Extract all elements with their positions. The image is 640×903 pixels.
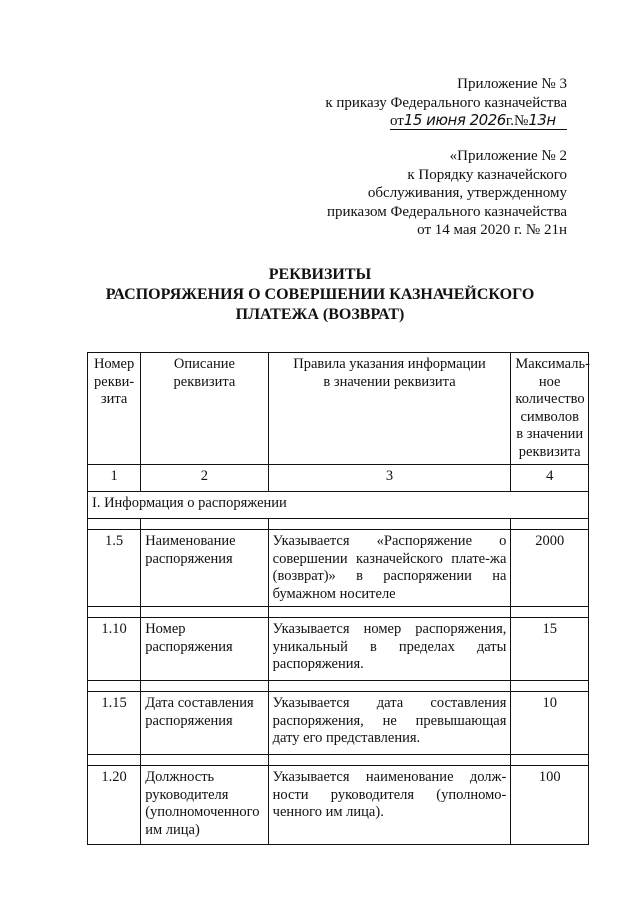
appendix-2-line1: «Приложение № 2 xyxy=(449,148,567,164)
spacer-row xyxy=(88,607,589,618)
appendix-3-line2: к приказу Федерального казначейства xyxy=(325,94,567,111)
appendix-3-line3 xyxy=(325,112,567,131)
appendix-2-line3: обслуживания, утвержденному xyxy=(367,185,567,201)
handwritten-date: 15 июня 2026 xyxy=(403,111,506,129)
requisite-description: Номер распоряжения xyxy=(141,618,268,681)
spacer-row xyxy=(88,519,589,530)
spacer-row xyxy=(88,755,589,766)
table-header-row xyxy=(88,353,589,465)
table-row xyxy=(88,618,589,681)
table-row xyxy=(88,530,589,607)
table-row xyxy=(88,692,589,755)
requisite-description: Должность руководителя (уполномоченного им лица) xyxy=(141,766,268,845)
requisite-rule: Указывается «Распоряжение о совершении казначейского плате-жа (возврат)» в распоряжении на бумажном носителе xyxy=(268,530,511,607)
spacer-row xyxy=(88,681,589,692)
appendix-3-line1: Приложение № 3 xyxy=(457,76,567,92)
requisite-rule: Указывается номер распоряжения, уникальный в пределах даты распоряжения. xyxy=(268,618,511,681)
section-row xyxy=(88,492,589,519)
requisite-max-chars: 2000 xyxy=(511,530,589,607)
column-number-row xyxy=(88,465,589,492)
requisite-number: 1.20 xyxy=(88,766,141,845)
header-max-chars: Максималь- ное количество символов в значении реквизита xyxy=(511,353,589,465)
title-line3: ПЛАТЕЖА (ВОЗВРАТ) xyxy=(235,306,405,323)
order-date-prefix: от xyxy=(389,113,404,129)
requisite-number: 1.15 xyxy=(88,692,141,755)
column-number: 1 xyxy=(88,465,141,492)
column-number: 3 xyxy=(268,465,511,492)
appendix-2-line4: приказом Федерального казначейства xyxy=(326,203,567,220)
column-number: 2 xyxy=(141,465,268,492)
header-description: Описание реквизита xyxy=(141,353,268,465)
requisite-max-chars: 10 xyxy=(511,692,589,755)
requisites-table xyxy=(87,352,589,845)
title-line1: РЕКВИЗИТЫ xyxy=(268,266,372,283)
requisite-max-chars: 15 xyxy=(511,618,589,681)
header-number: Номер рекви- зита xyxy=(88,353,141,465)
appendix-2-header xyxy=(327,147,567,240)
requisite-description: Дата составления распоряжения xyxy=(141,692,268,755)
table-row xyxy=(88,766,589,845)
requisite-rule: Указывается наименование долж-ности руководителя (уполномо-ченного им лица). xyxy=(268,766,511,845)
column-number: 4 xyxy=(511,465,589,492)
order-date-line xyxy=(390,112,567,130)
requisite-number: 1.5 xyxy=(88,530,141,607)
appendix-3-header xyxy=(325,75,567,131)
appendix-2-line5: от 14 мая 2020 г. № 21н xyxy=(417,222,567,238)
document-title xyxy=(0,265,640,325)
requisite-number: 1.10 xyxy=(88,618,141,681)
order-number-prefix: г.№ xyxy=(505,113,529,129)
requisite-rule: Указывается дата составления распоряжения, не превышающая дату его представления. xyxy=(268,692,511,755)
requisite-description: Наименование распоряжения xyxy=(141,530,268,607)
section-title: I. Информация о распоряжении xyxy=(88,492,589,519)
appendix-2-line2: к Порядку казначейского xyxy=(407,166,567,183)
title-line2: РАСПОРЯЖЕНИЯ О СОВЕРШЕНИИ КАЗНАЧЕЙСКОГО xyxy=(105,286,535,303)
requisite-max-chars: 100 xyxy=(511,766,589,845)
header-rules: Правила указания информации в значении реквизита xyxy=(268,353,511,465)
handwritten-number: 13н xyxy=(528,111,556,129)
